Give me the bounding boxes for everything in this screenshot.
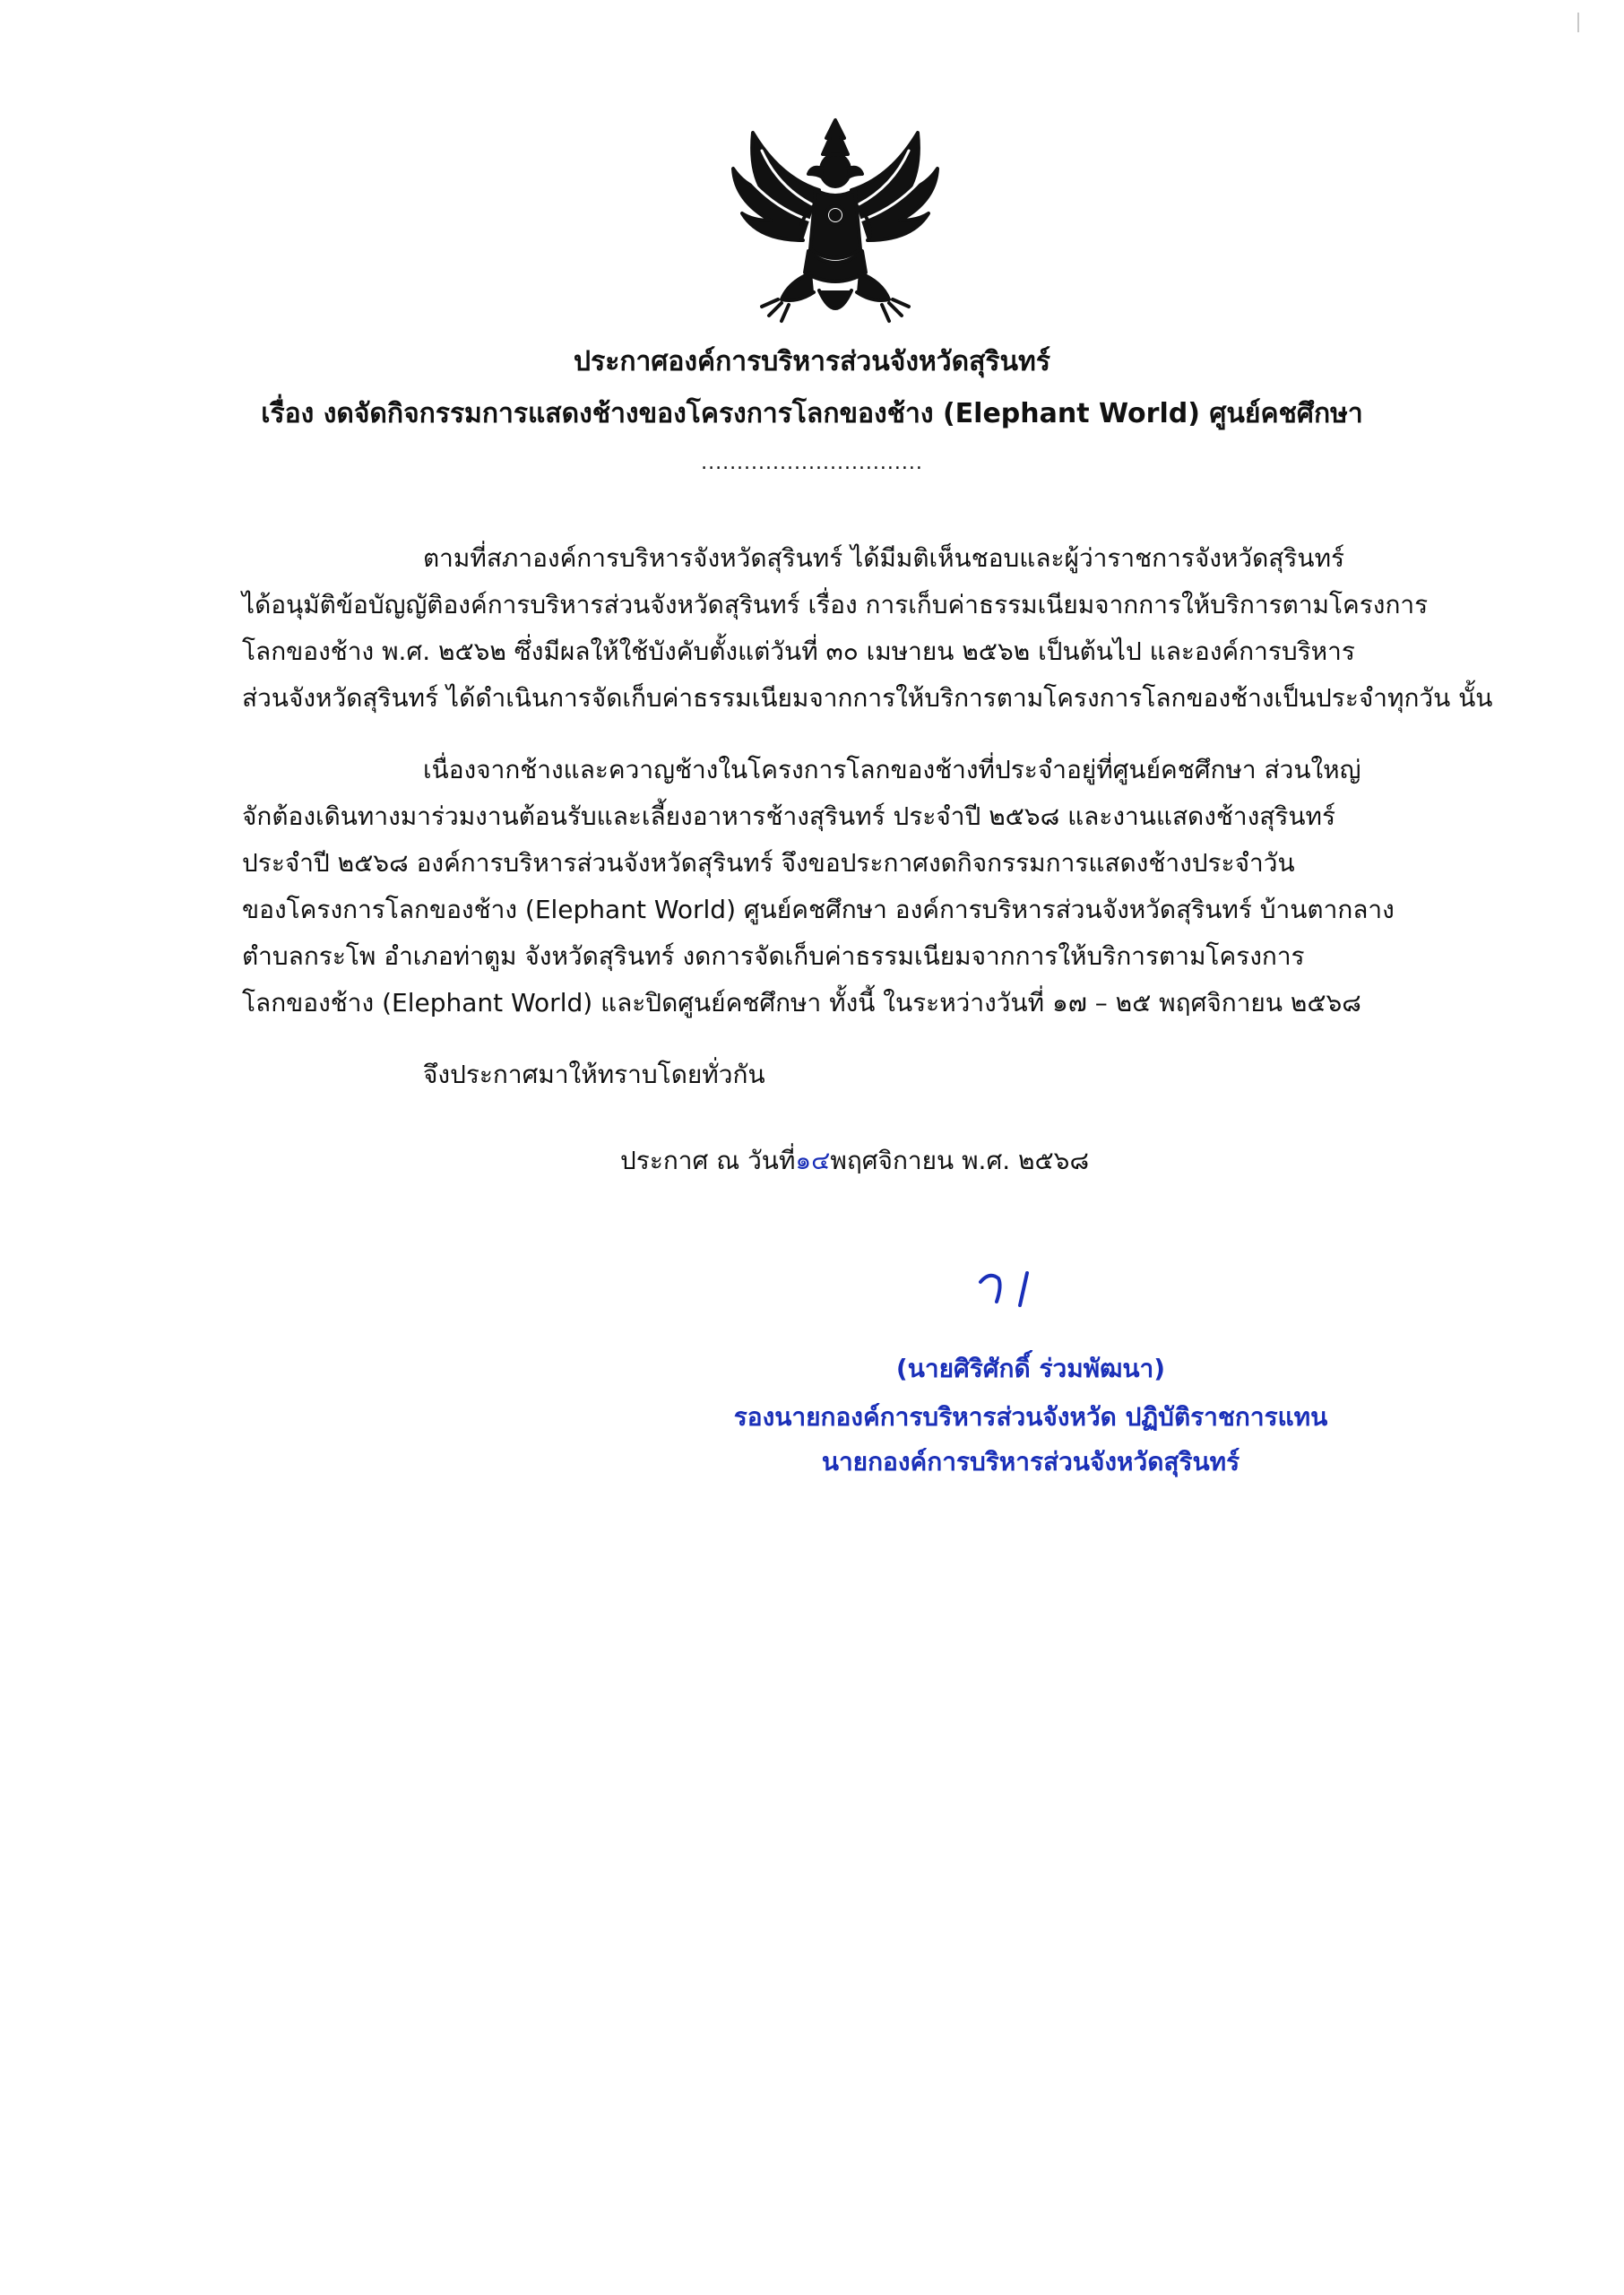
body-line: ตามที่สภาองค์การบริหารจังหวัดสุรินทร์ ได้มีมติเห็นชอบและผู้ว่าราชการจังหวัดสุรินทร์: [423, 543, 1345, 573]
announcement-date: [620, 1144, 1089, 1178]
body-line: จักต้องเดินทางมาร่วมงานต้อนรับและเลี้ยงอาหารช้างสุรินทร์ ประจำปี ๒๕๖๘ และงานแสดงช้างสุรินทร์: [242, 801, 1336, 831]
handwritten-signature: [975, 1266, 1047, 1311]
scan-edge-mark: [1577, 13, 1579, 32]
body-line: ตำบลกระโพ อำเภอท่าตูม จังหวัดสุรินทร์ งดการจัดเก็บค่าธรรมเนียมจากการให้บริการตามโครงการ: [242, 941, 1305, 971]
body-line: โลกของช้าง (Elephant World) และปิดศูนย์คชศึกษา ทั้งนี้ ในระหว่างวันที่ ๑๗ – ๒๕ พฤศจิกายน ๒๕๖๘: [242, 988, 1361, 1018]
date-suffix: พฤศจิกายน พ.ศ. ๒๕๖๘: [830, 1146, 1090, 1175]
body-line: โลกของช้าง พ.ศ. ๒๕๖๒ ซึ่งมีผลให้ใช้บังคับตั้งแต่วันที่ ๓๐ เมษายน ๒๕๖๒ เป็นต้นไป และองค์การบริหาร: [242, 637, 1355, 666]
body-line: ได้อนุมัติข้อบัญญัติองค์การบริหารส่วนจังหวัดสุรินทร์ เรื่อง การเก็บค่าธรรมเนียมจากการให้บริการตามโครงการ: [242, 590, 1429, 619]
signatory-name: (นายศิริศักดิ์ ร่วมพัฒนา): [895, 1354, 1166, 1383]
date-prefix: ประกาศ ณ วันที่: [620, 1146, 796, 1175]
body-line: เนื่องจากช้างและควาญช้างในโครงการโลกของช้างที่ประจำอยู่ที่ศูนย์คชศึกษา ส่วนใหญ่: [423, 755, 1361, 784]
announcement-title: ประกาศองค์การบริหารส่วนจังหวัดสุรินทร์: [574, 346, 1050, 377]
closing-line: จึงประกาศมาให้ทราบโดยทั่วกัน: [423, 1060, 765, 1089]
body-line: ส่วนจังหวัดสุรินทร์ ได้ดำเนินการจัดเก็บค่าธรรมเนียมจากการให้บริการตามโครงการโลกของช้างเป็นประจำทุกวัน นั้น: [242, 683, 1493, 713]
body-line: ประจำปี ๒๕๖๘ องค์การบริหารส่วนจังหวัดสุรินทร์ จึงขอประกาศงดกิจกรรมการแสดงช้างประจำวัน: [242, 848, 1295, 878]
signatory-position-line1: รองนายกองค์การบริหารส่วนจังหวัด ปฏิบัติราชการแทน: [733, 1402, 1328, 1432]
body-line: ของโครงการโลกของช้าง (Elephant World) ศูนย์คชศึกษา องค์การบริหารส่วนจังหวัดสุรินทร์ บ้านตากลาง: [242, 895, 1395, 924]
header-dotted-rule: ...............................: [701, 452, 923, 474]
announcement-subject: เรื่อง งดจัดกิจกรรมการแสดงช้างของโครงการโลกของช้าง (Elephant World) ศูนย์คชศึกษา: [261, 398, 1363, 429]
date-day-handwritten: ๑๔: [795, 1146, 831, 1175]
signatory-position-line2: นายกองค์การบริหารส่วนจังหวัดสุรินทร์: [821, 1447, 1240, 1477]
garuda-emblem: [726, 115, 946, 330]
